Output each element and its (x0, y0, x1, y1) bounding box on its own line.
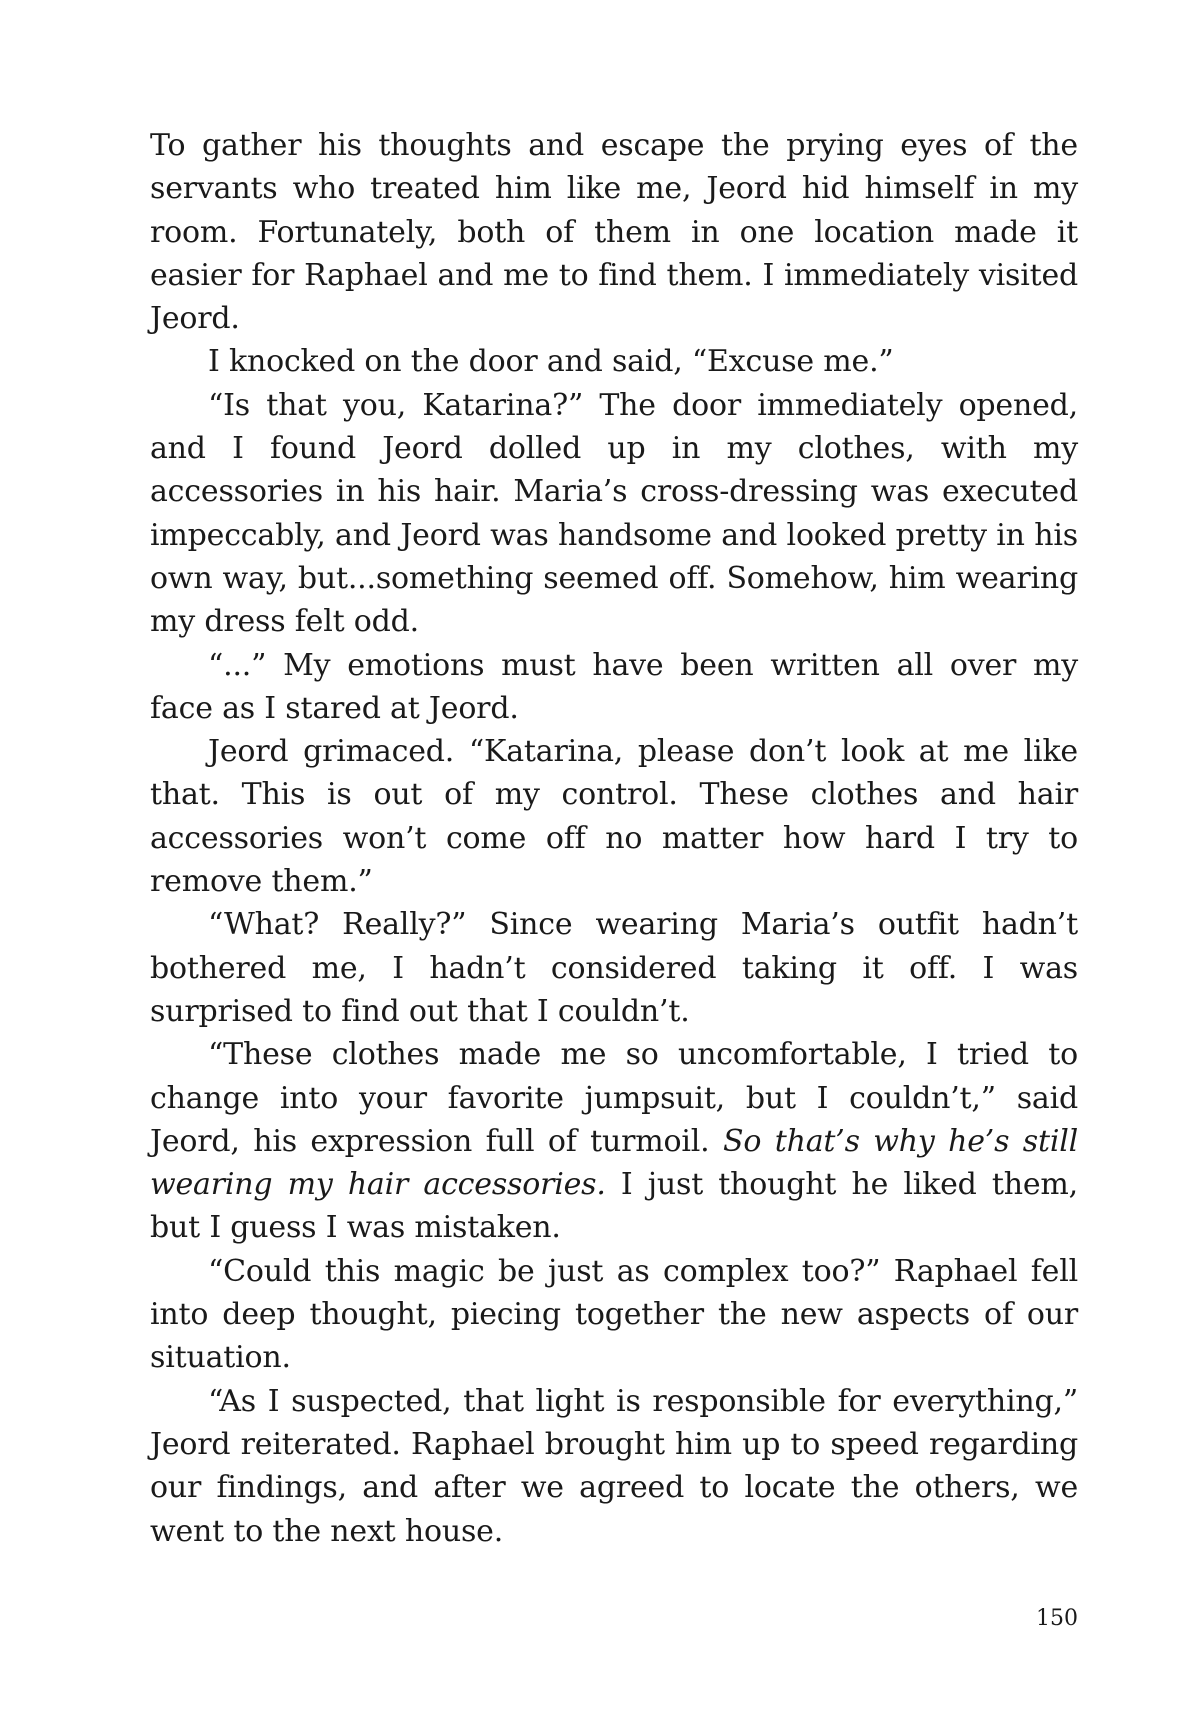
paragraph-7-italic-thought: So that’s why he’s still wearing my hair accessories. (150, 1123, 1079, 1203)
paragraph-7-text-before: “These clothes made me so uncomfortable, I tried to change into your favorite jumpsuit, but I couldn’t,” said Jeord, his expression full of turmoil. (150, 1037, 1078, 1159)
page-number: 150 (1036, 1606, 1078, 1631)
paragraph-5: Jeord grimaced. “Katarina, please don’t look at me like that. This is out of my control. These clothes and hair accessories won’t come off no matter how hard I try to remove them.” (150, 734, 1078, 900)
paragraph-7 (150, 1033, 1078, 1249)
body-text (150, 124, 1078, 1553)
paragraph-1: To gather his thoughts and escape the prying eyes of the servants who treated him like me, Jeord hid himself in my room. Fortunately, both of them in one location made it easier for Raphael and me to find them. I immediately visited Jeord. (150, 128, 1078, 337)
paragraph-3: “Is that you, Katarina?” The door immediately opened, and I found Jeord dolled up in my clothes, with my accessories in his hair. Maria’s cross-dressing was executed impeccably, and Jeord was handsome and looked pretty in his own way, but...something seemed off. Somehow, him wearing my dress felt odd. (150, 387, 1078, 640)
paragraph-4: “...” My emotions must have been written all over my face as I stared at Jeord. (150, 647, 1078, 726)
paragraph-9: “As I suspected, that light is responsible for everything,” Jeord reiterated. Raphael brought him up to speed regarding our findings, and after we agreed to locate the others, we went to the next house. (150, 1383, 1078, 1549)
paragraph-6: “What? Really?” Since wearing Maria’s outfit hadn’t bothered me, I hadn’t considered taking it off. I was surprised to find out that I couldn’t. (150, 907, 1078, 1029)
paragraph-8: “Could this magic be just as complex too?” Raphael fell into deep thought, piecing together the new aspects of our situation. (150, 1253, 1078, 1376)
paragraph-2: I knocked on the door and said, “Excuse me.” (208, 344, 894, 380)
paragraph-7-text-after: I just thought he liked them, but I guess I was mistaken. (150, 1167, 1079, 1246)
